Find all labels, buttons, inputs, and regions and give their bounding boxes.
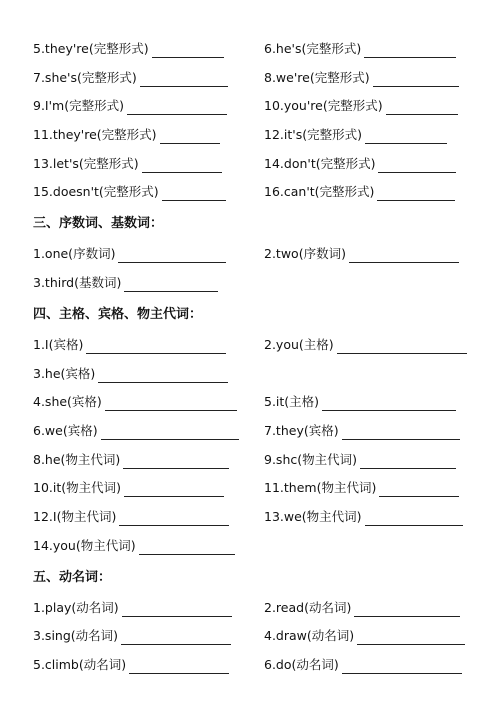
answer-blank[interactable] <box>377 186 455 201</box>
exercise-label: 10.you're(完整形式) <box>264 98 383 113</box>
exercise-item <box>264 447 456 469</box>
exercise-item <box>33 418 239 440</box>
answer-blank[interactable] <box>86 339 226 354</box>
exercise-label: 3.sing(动名词) <box>33 628 119 643</box>
answer-blank[interactable] <box>101 425 239 440</box>
exercise-item <box>264 652 462 674</box>
exercise-label: 15.doesn't(完整形式) <box>33 184 159 199</box>
exercise-label: 5.climb(动名词) <box>33 657 127 672</box>
exercise-row <box>0 652 500 674</box>
exercise-item <box>33 361 228 383</box>
exercise-label: 2.you(主格) <box>264 337 334 352</box>
exercise-item <box>33 595 232 617</box>
answer-blank[interactable] <box>357 630 465 645</box>
answer-blank[interactable] <box>354 602 460 617</box>
exercise-item <box>33 122 220 144</box>
exercise-item <box>33 475 224 497</box>
exercise-label: 5.they're(完整形式) <box>33 41 149 56</box>
section-title-pronouns: 四、主格、宾格、物主代词： <box>33 307 203 322</box>
exercise-row <box>0 122 500 144</box>
exercise-item <box>264 389 456 411</box>
answer-blank[interactable] <box>123 454 229 469</box>
answer-blank[interactable] <box>160 129 220 144</box>
answer-blank[interactable] <box>373 72 459 87</box>
answer-blank[interactable] <box>152 43 224 58</box>
exercise-label: 4.she(宾格) <box>33 394 102 409</box>
exercise-item <box>264 179 455 201</box>
exercise-item <box>33 93 227 115</box>
exercise-item <box>264 332 467 354</box>
exercise-label: 3.third(基数词) <box>33 275 122 290</box>
exercise-label: 12.it's(完整形式) <box>264 127 362 142</box>
exercise-row <box>0 93 500 115</box>
exercise-row <box>0 389 500 411</box>
exercise-label: 4.draw(动名词) <box>264 628 355 643</box>
section-title-numbers: 三、序数词、基数词： <box>33 216 164 231</box>
exercise-item <box>264 36 456 58</box>
answer-blank[interactable] <box>142 158 222 173</box>
answer-blank[interactable] <box>342 425 460 440</box>
answer-blank[interactable] <box>119 511 229 526</box>
answer-blank[interactable] <box>129 659 229 674</box>
exercise-label: 16.can't(完整形式) <box>264 184 375 199</box>
exercise-item <box>33 623 231 645</box>
exercise-item <box>264 122 447 144</box>
exercise-item <box>33 241 226 263</box>
answer-blank[interactable] <box>98 368 228 383</box>
answer-blank[interactable] <box>386 100 458 115</box>
exercise-label: 13.we(物主代词) <box>264 509 362 524</box>
answer-blank[interactable] <box>122 602 232 617</box>
exercise-label: 1.play(动名词) <box>33 600 119 615</box>
exercise-label: 7.they(宾格) <box>264 423 339 438</box>
answer-blank[interactable] <box>342 659 462 674</box>
exercise-label: 1.I(宾格) <box>33 337 84 352</box>
answer-blank[interactable] <box>140 72 228 87</box>
exercise-item <box>33 65 228 87</box>
exercise-item <box>264 151 456 173</box>
answer-blank[interactable] <box>337 339 467 354</box>
exercise-label: 7.she's(完整形式) <box>33 70 137 85</box>
answer-blank[interactable] <box>322 396 456 411</box>
exercise-label: 11.they're(完整形式) <box>33 127 157 142</box>
exercise-item <box>264 595 460 617</box>
exercise-label: 2.read(动名词) <box>264 600 352 615</box>
exercise-row <box>0 418 500 440</box>
exercise-label: 11.them(物主代词) <box>264 480 377 495</box>
exercise-label: 8.he(物主代词) <box>33 452 121 467</box>
exercise-row <box>0 36 500 58</box>
exercise-row <box>0 332 500 354</box>
exercise-label: 13.let's(完整形式) <box>33 156 139 171</box>
exercise-label: 6.he's(完整形式) <box>264 41 362 56</box>
exercise-item <box>33 270 218 292</box>
exercise-label: 6.we(宾格) <box>33 423 98 438</box>
answer-blank[interactable] <box>365 511 463 526</box>
exercise-row <box>0 475 500 497</box>
exercise-item <box>33 504 229 526</box>
exercise-row <box>0 151 500 173</box>
exercise-item <box>33 447 229 469</box>
exercise-row <box>0 241 500 263</box>
exercise-item <box>33 151 222 173</box>
exercise-label: 6.do(动名词) <box>264 657 339 672</box>
exercise-label: 1.one(序数词) <box>33 246 116 261</box>
answer-blank[interactable] <box>360 454 456 469</box>
exercise-item <box>33 332 226 354</box>
exercise-row <box>0 65 500 87</box>
exercise-item <box>264 623 465 645</box>
exercise-item <box>33 533 235 555</box>
exercise-item <box>33 36 224 58</box>
exercise-label: 10.it(物主代词) <box>33 480 122 495</box>
exercise-item <box>33 652 229 674</box>
exercise-row <box>0 533 500 555</box>
exercise-row <box>0 595 500 617</box>
answer-blank[interactable] <box>378 158 456 173</box>
exercise-label: 14.you(物主代词) <box>33 538 136 553</box>
exercise-label: 3.he(宾格) <box>33 366 96 381</box>
exercise-item <box>264 65 459 87</box>
exercise-row <box>0 504 500 526</box>
exercise-label: 9.shc(物主代词) <box>264 452 357 467</box>
answer-blank[interactable] <box>124 277 218 292</box>
answer-blank[interactable] <box>124 482 224 497</box>
exercise-row <box>0 179 500 201</box>
exercise-item <box>264 93 458 115</box>
answer-blank[interactable] <box>162 186 226 201</box>
exercise-label: 9.I'm(完整形式) <box>33 98 124 113</box>
answer-blank[interactable] <box>365 129 447 144</box>
exercise-label: 5.it(主格) <box>264 394 320 409</box>
answer-blank[interactable] <box>139 540 235 555</box>
exercise-item <box>264 241 459 263</box>
exercise-item <box>264 418 460 440</box>
exercise-item <box>264 504 463 526</box>
exercise-item <box>33 179 226 201</box>
exercise-row <box>0 623 500 645</box>
exercise-label: 2.two(序数词) <box>264 246 346 261</box>
answer-blank[interactable] <box>118 248 226 263</box>
exercise-label: 14.don't(完整形式) <box>264 156 376 171</box>
answer-blank[interactable] <box>379 482 459 497</box>
exercise-item <box>264 475 459 497</box>
answer-blank[interactable] <box>349 248 459 263</box>
answer-blank[interactable] <box>121 630 231 645</box>
answer-blank[interactable] <box>364 43 456 58</box>
answer-blank[interactable] <box>105 396 237 411</box>
exercise-item <box>33 389 237 411</box>
answer-blank[interactable] <box>127 100 227 115</box>
section-title-gerunds: 五、动名词： <box>33 570 112 585</box>
exercise-row <box>0 270 500 292</box>
exercise-row <box>0 361 500 383</box>
exercise-row <box>0 447 500 469</box>
exercise-label: 12.I(物主代词) <box>33 509 117 524</box>
exercise-label: 8.we're(完整形式) <box>264 70 370 85</box>
